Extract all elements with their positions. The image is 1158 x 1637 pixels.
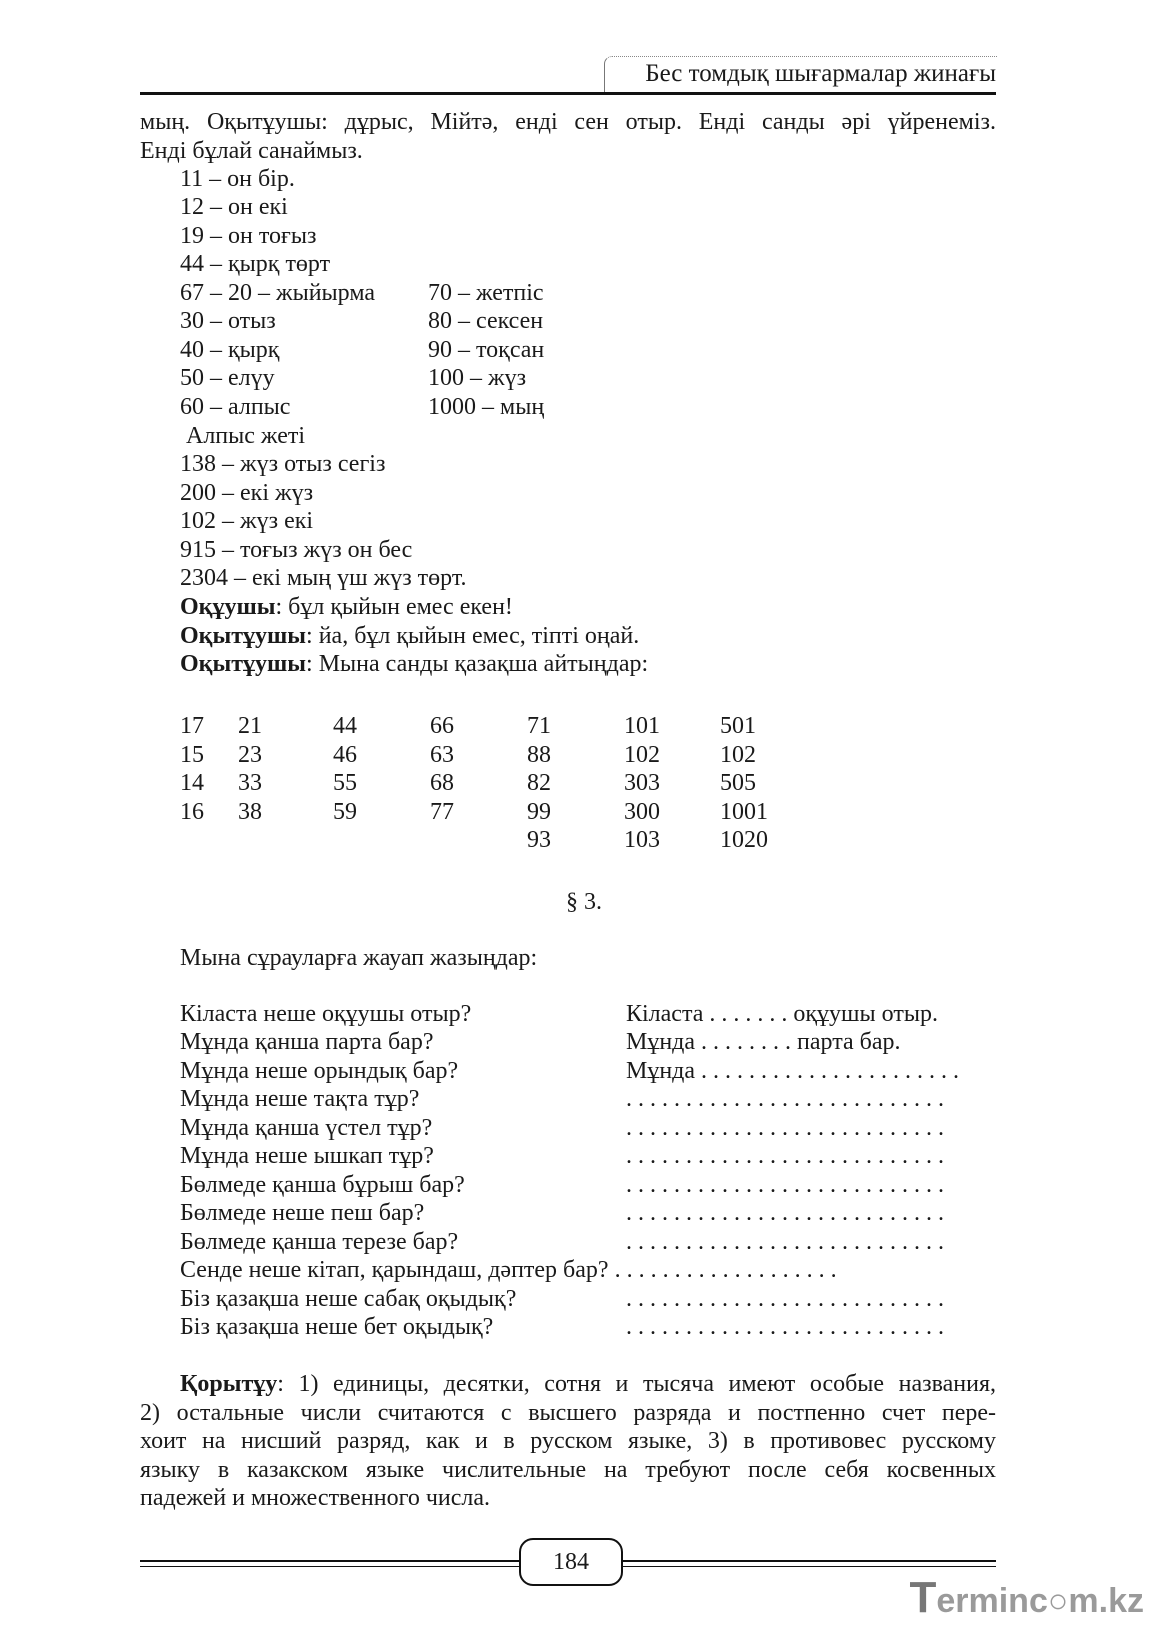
dialog-text: : бұл қыйын емес екен! [275, 594, 513, 620]
answer-blank: Мұнда . . . . . . . . . . . . . . . . . . . . . . [626, 1058, 960, 1084]
grid-cell: 101 [624, 713, 660, 739]
grid-cell: 63 [430, 741, 454, 768]
number-line: 2304 – екі мың үш жүз төрт. [180, 565, 467, 591]
grid-cell: 38 [238, 798, 262, 825]
dialog-text: : Мына санды қазақша айтыңдар: [306, 651, 649, 677]
grid-cell: 300 [624, 798, 660, 825]
number-grid-column [238, 712, 262, 826]
footer-rule [140, 1560, 521, 1562]
question-text: Бөлмеде қанша терезе бар? [180, 1229, 459, 1255]
number-grid-column [430, 712, 454, 826]
grid-cell: 102 [720, 741, 756, 768]
number-line: 90 – тоқсан [428, 337, 545, 363]
site-watermark: Terminc○m.kz [909, 1573, 1144, 1622]
header-rule [140, 92, 996, 95]
question-text: Сенде неше кітап, қарындаш, дәптер бар? . . . . . . . . . . . . . . . . . . . [180, 1257, 837, 1283]
question-text: Мұнда неше ышкап тұр? [180, 1143, 434, 1169]
number-line: 19 – он тоғыз [180, 223, 317, 249]
conclusion-line: 2) остальные числи считаются с высшего разряда и постпенно счет пере- [140, 1400, 996, 1426]
grid-cell: 103 [624, 827, 660, 853]
number-line: 80 – сексен [428, 308, 544, 334]
number-line: 40 – қырқ [180, 337, 280, 363]
grid-cell: 303 [624, 770, 660, 796]
number-line: 200 – екі жүз [180, 480, 314, 506]
number-line: 12 – он екі [180, 194, 288, 220]
grid-cell: 21 [238, 713, 262, 739]
question-text: Мұнда қанша парта бар? [180, 1029, 434, 1055]
grid-cell: 55 [333, 770, 357, 796]
answer-blank: Мұнда . . . . . . . . парта бар. [626, 1029, 901, 1055]
grid-cell: 44 [333, 713, 357, 739]
speaker-name: Оқытұушы [180, 623, 307, 649]
answer-blank: . . . . . . . . . . . . . . . . . . . . . . . . . . . [626, 1200, 944, 1226]
speaker-name: Оқұушы [180, 594, 276, 620]
conclusion-text: : 1) единицы, десятки, сотня и тысяча имеют особые названия, [277, 1371, 996, 1397]
dialog-line [180, 593, 513, 621]
dialog-line [180, 650, 648, 678]
running-header: Бес томдық шығармалар жинағы [645, 60, 996, 87]
grid-cell: 15 [180, 741, 204, 768]
number-line: Алпыс жеті [180, 423, 306, 449]
answer-blank: . . . . . . . . . . . . . . . . . . . . . . . . . . . [626, 1229, 944, 1255]
grid-cell: 1001 [720, 798, 768, 825]
grid-cell: 93 [527, 827, 551, 853]
grid-cell: 68 [430, 770, 454, 796]
grid-cell: 501 [720, 713, 756, 739]
footer-rule [140, 1566, 521, 1567]
answer-blank: Кіласта . . . . . . . оқұушы отыр. [626, 1001, 938, 1027]
grid-cell: 46 [333, 741, 357, 768]
question-text: Бөлмеде қанша бұрыш бар? [180, 1172, 465, 1198]
question-text: Біз қазақша неше бет оқыдық? [180, 1314, 494, 1340]
grid-cell: 14 [180, 770, 204, 796]
grid-cell: 33 [238, 770, 262, 796]
number-line: 138 – жүз отыз сегіз [180, 451, 386, 477]
conclusion-line [140, 1370, 996, 1399]
answer-blank: . . . . . . . . . . . . . . . . . . . . . . . . . . . [626, 1115, 944, 1141]
grid-cell: 66 [430, 713, 454, 739]
question-text: Бөлмеде неше пеш бар? [180, 1200, 425, 1226]
grid-cell: 102 [624, 741, 660, 768]
number-line: 30 – отыз [180, 308, 276, 334]
footer-rule [617, 1560, 996, 1562]
grid-cell: 88 [527, 741, 551, 768]
number-line: 67 – 20 – жыйырма [180, 280, 375, 306]
dialog-text: : йа, бұл қыйын емес, тіпті оңай. [306, 623, 640, 649]
grid-cell: 1020 [720, 827, 768, 853]
speaker-name: Оқытұушы [180, 651, 307, 677]
number-grid-column [624, 712, 660, 855]
grid-cell: 16 [180, 798, 204, 825]
number-grid-column [180, 712, 204, 826]
question-text: Кіласта неше оқұушы отыр? [180, 1001, 472, 1027]
grid-cell: 59 [333, 798, 357, 825]
answer-blank: . . . . . . . . . . . . . . . . . . . . . . . . . . . [626, 1086, 944, 1112]
number-grid-column [527, 712, 551, 855]
number-line: 915 – тоғыз жүз он бес [180, 537, 413, 563]
grid-cell: 505 [720, 770, 756, 796]
grid-cell: 71 [527, 713, 551, 739]
intro-line-2: Енді бұлай санаймыз. [140, 138, 363, 164]
conclusion-line: языку в казакском языке числительные на требуют после себя косвенных [140, 1457, 996, 1483]
answer-blank: . . . . . . . . . . . . . . . . . . . . . . . . . . . [626, 1143, 944, 1169]
number-line: 60 – алпыс [180, 394, 291, 420]
number-line: 1000 – мың [428, 394, 545, 420]
conclusion-label: Қорытұу [180, 1371, 278, 1397]
number-line: 50 – елүу [180, 365, 275, 391]
conclusion-line: хоит на нисший разряд, как и в русском языке, 3) в противовес русскому [140, 1428, 996, 1454]
number-line: 70 – жетпіс [428, 280, 544, 306]
section-heading: § 3. [566, 889, 602, 915]
grid-cell: 82 [527, 770, 551, 796]
number-line: 11 – он бір. [180, 166, 295, 192]
number-line: 100 – жүз [428, 365, 527, 391]
grid-cell: 17 [180, 713, 204, 739]
grid-cell: 99 [527, 798, 551, 825]
intro-line-1: мың. Оқытұушы: дұрыс, Мійтә, енді сен отыр. Енді санды әрі үйренеміз. [140, 109, 996, 135]
grid-cell: 77 [430, 798, 454, 825]
number-line: 102 – жүз екі [180, 508, 314, 534]
question-text: Біз қазақша неше сабақ оқыдық? [180, 1286, 517, 1312]
conclusion-line: падежей и множественного числа. [140, 1485, 491, 1511]
question-text: Мұнда неше тақта тұр? [180, 1086, 420, 1112]
grid-cell: 23 [238, 741, 262, 768]
answer-blank: . . . . . . . . . . . . . . . . . . . . . . . . . . . [626, 1286, 944, 1312]
number-grid-column [333, 712, 357, 826]
task-instruction: Мына сұрауларға жауап жазыңдар: [180, 945, 538, 971]
dialog-line [180, 622, 639, 650]
page-number: 184 [519, 1538, 623, 1586]
answer-blank: . . . . . . . . . . . . . . . . . . . . . . . . . . . [626, 1314, 944, 1340]
number-grid-column [720, 712, 768, 855]
footer-rule [617, 1566, 996, 1567]
number-line: 44 – қырқ төрт [180, 251, 331, 277]
question-text: Мұнда қанша үстел тұр? [180, 1115, 433, 1141]
answer-blank: . . . . . . . . . . . . . . . . . . . . . . . . . . . [626, 1172, 944, 1198]
question-text: Мұнда неше орындық бар? [180, 1058, 459, 1084]
